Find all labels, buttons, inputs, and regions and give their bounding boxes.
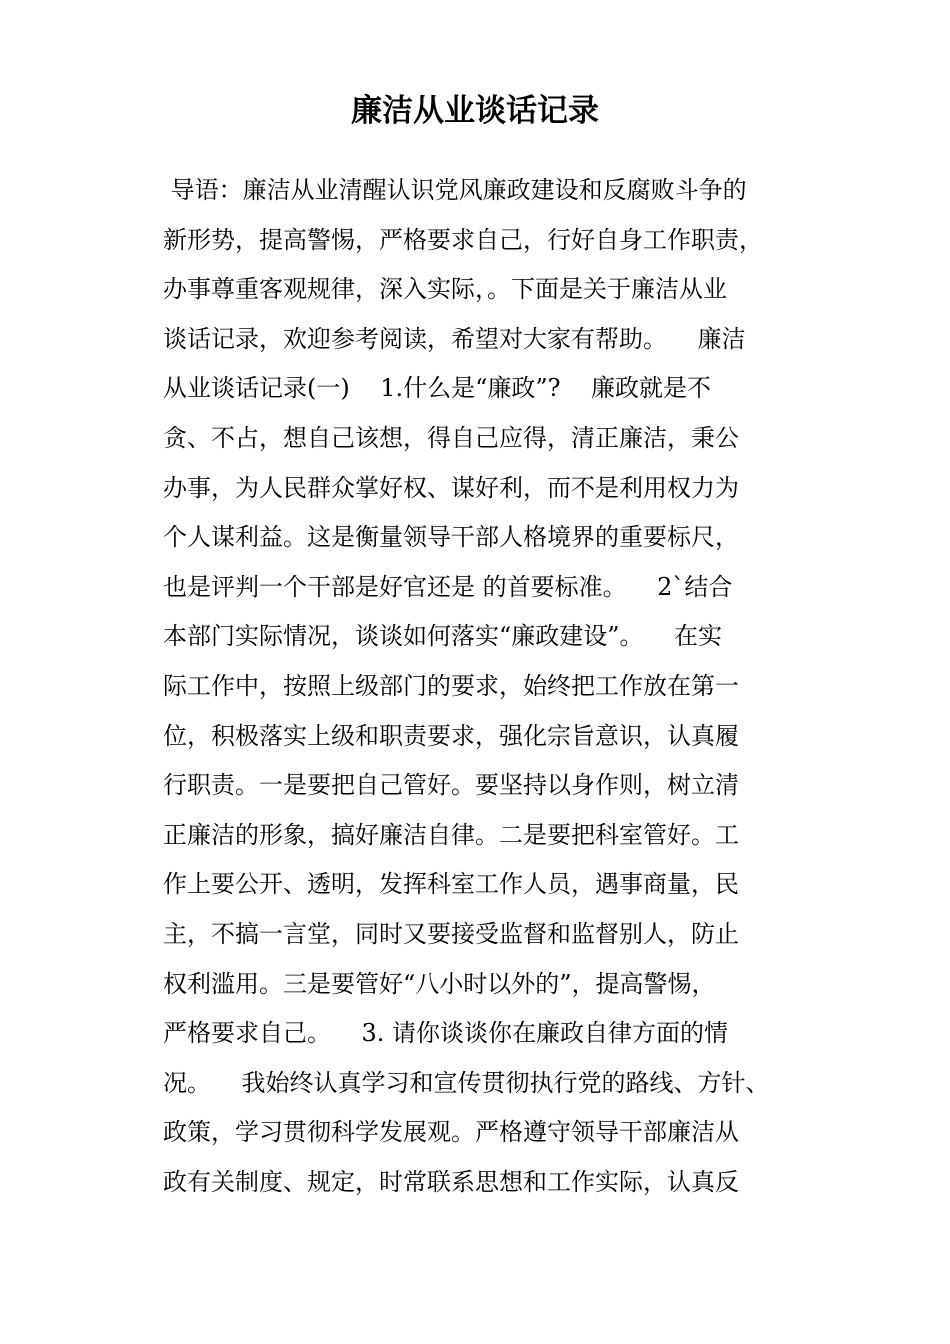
text-line: 权利滥用。三是要管好“八小时以外的”，提高警惕， — [163, 969, 716, 998]
text-line: 个人谋利益。这是衡量领导干部人格境界的重要标尺， — [163, 523, 739, 552]
text-line: 正廉洁的形象，搞好廉洁自律。二是要把科室管好。工 — [163, 820, 739, 849]
text-line: 办事，为人民群众掌好权、谋好利，而不是利用权力为 — [163, 473, 739, 502]
text-line: 严格要求自己。 3. 请你谈谈你在廉政自律方面的情 — [163, 1019, 729, 1048]
text-line: 况。 我始终认真学习和宣传贯彻执行党的路线、方针、 — [163, 1068, 770, 1097]
text-line: 谈话记录，欢迎参考阅读，希望对大家有帮助。 廉洁 — [163, 324, 746, 353]
text-line: 位，积极落实上级和职责要求，强化宗旨意识，认真履 — [163, 721, 739, 750]
text-line: 新形势，提高警惕，严格要求自己，行好自身工作职责， — [163, 225, 763, 254]
text-line: 政有关制度、规定，时常联系思想和工作实际，认真反 — [163, 1167, 739, 1196]
text-line: 际工作中，按照上级部门的要求，始终把工作放在第一 — [163, 671, 739, 700]
text-line: 作上要公开、透明，发挥科室工作人员，遇事商量，民 — [163, 870, 739, 899]
text-line: 贪、不占，想自己该想，得自己应得，清正廉洁，秉公 — [163, 423, 739, 452]
text-line: 主，不搞一言堂，同时又要接受监督和监督别人，防止 — [163, 919, 739, 948]
document-title: 廉洁从业谈话记录 — [351, 93, 599, 129]
text-line: 从业谈话记录(一) 1.什么是“廉政”? 廉政就是不 — [163, 374, 712, 403]
document-body — [163, 166, 803, 1207]
text-line: 政策，学习贯彻科学发展观。严格遵守领导干部廉洁从 — [163, 1118, 739, 1147]
text-line: 本部门实际情况，谈谈如何落实“廉政建设”。 在实 — [163, 622, 723, 651]
text-line: 行职责。一是要把自己管好。要坚持以身作则，树立清 — [163, 771, 739, 800]
text-line: 导语：廉洁从业清醒认识党风廉政建设和反腐败斗争的 — [163, 176, 747, 204]
text-line: 也是评判一个干部是好官还是 的首要标准。 2`结合 — [163, 572, 733, 601]
text-line: 办事尊重客观规律，深入实际，。下面是关于廉洁从业 — [163, 275, 727, 304]
